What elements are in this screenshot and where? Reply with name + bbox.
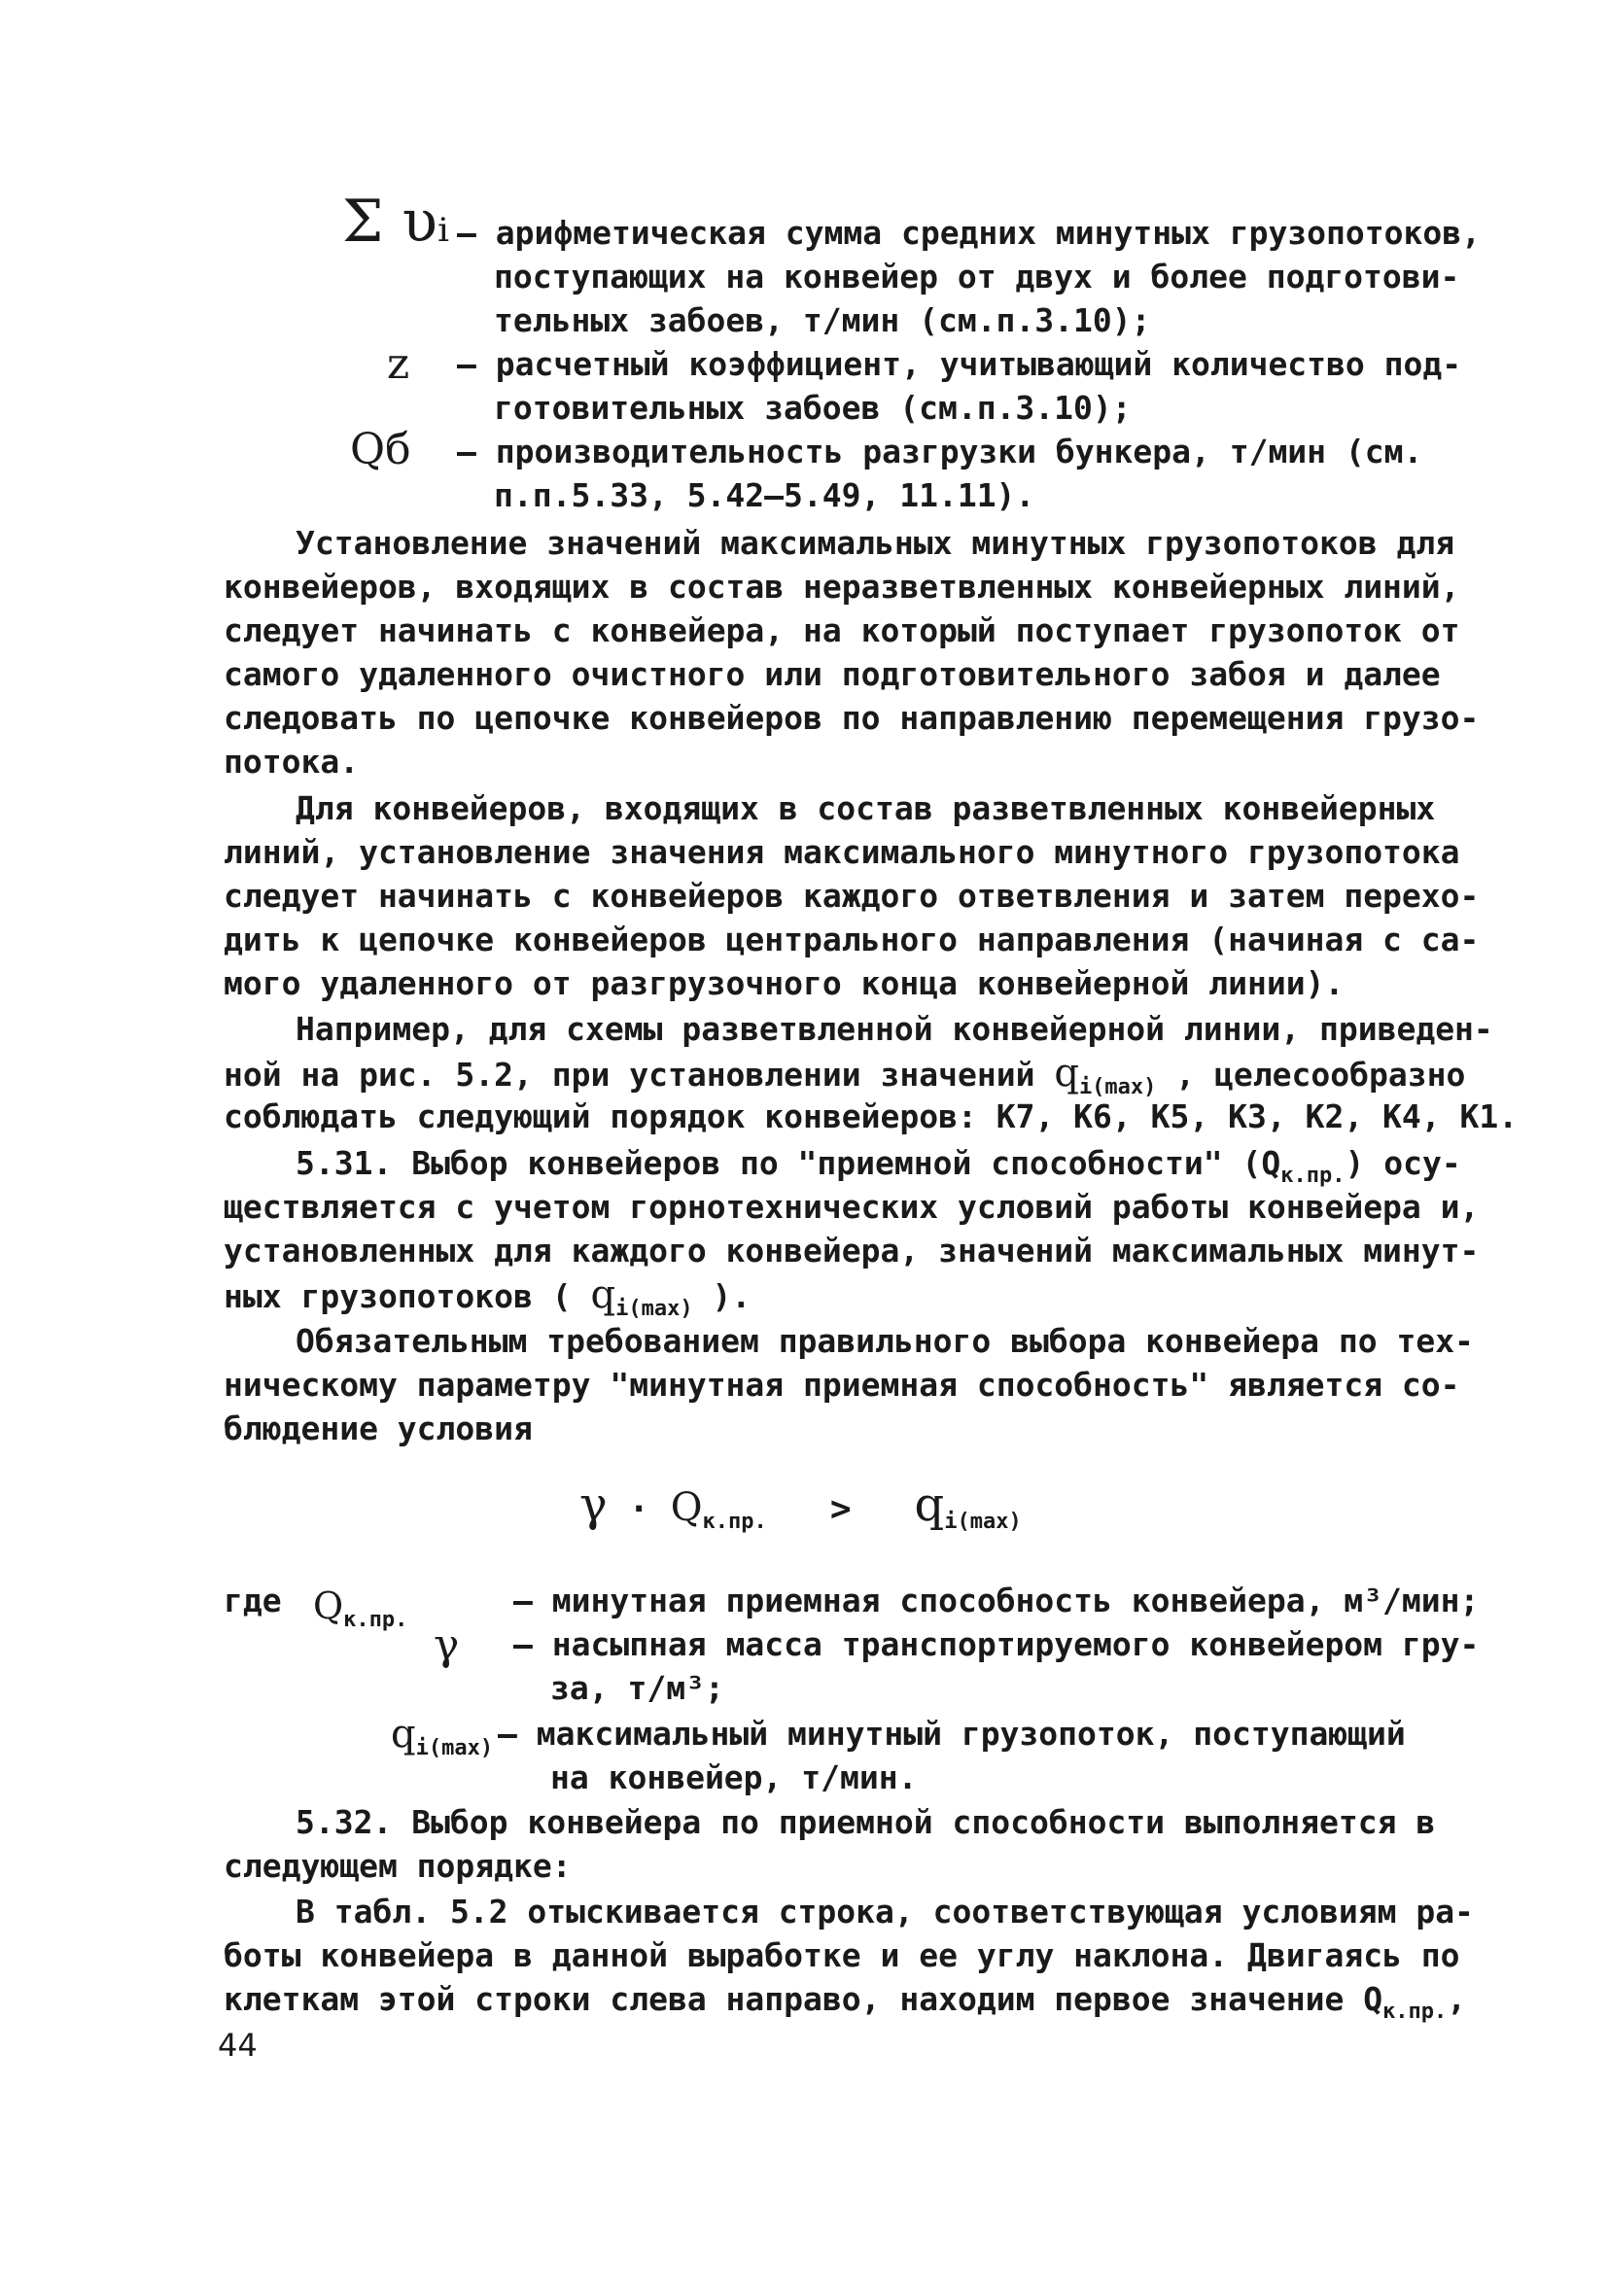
q-kp-symbol: Q — [313, 1584, 344, 1627]
q-max-subscript: i(max) — [615, 1297, 693, 1321]
q-max-subscript: i(max) — [1078, 1075, 1157, 1099]
def-line: – производительность разгрузки бункера, т/мин (см. — [457, 433, 1423, 470]
text-span: , целесообразно — [1175, 1056, 1466, 1094]
where-symbol — [313, 1584, 407, 1642]
para-line: конвейеров, входящих в состав неразветвленных конвейерных линий, — [224, 568, 1460, 606]
qb-symbol: Qб — [350, 425, 411, 474]
para-line: ществляется с учетом горнотехнических условий работы конвейера и, — [224, 1188, 1480, 1226]
text-span: клеткам этой строки слева направо, находим первое значение Q — [224, 1980, 1383, 2018]
para-line: ническому параметру "минутная приемная способность" является со- — [224, 1366, 1460, 1404]
def-line: п.п.5.33, 5.42–5.49, 11.11). — [494, 476, 1035, 514]
z-symbol: z — [387, 339, 410, 389]
gamma-symbol: γ — [579, 1478, 608, 1532]
where-label: где — [224, 1582, 282, 1619]
where-symbol — [391, 1713, 493, 1770]
para-line: Обязательным требованием правильного выбора конвейера по тех- — [296, 1322, 1474, 1360]
para-line — [224, 1978, 1466, 2034]
where-def-line: – насыпная масса транспортируемого конвейером гру- — [513, 1625, 1480, 1663]
def-line: поступающих на конвейер от двух и более подготови- — [494, 258, 1460, 296]
q-kp-symbol: Q — [670, 1485, 703, 1530]
para-line: линий, установление значения максимального минутного грузопотока — [224, 833, 1460, 871]
q-max-symbol: q — [590, 1272, 616, 1317]
q-max-symbol: q — [914, 1478, 945, 1532]
where-def-line: – максимальный минутный грузопоток, поступающий — [498, 1715, 1406, 1753]
para-line: мого удаленного от разгрузочного конца конвейерной линии). — [224, 964, 1345, 1002]
text-span: , — [1447, 1980, 1467, 2018]
para-line: блюдение условия — [224, 1409, 533, 1447]
q-max-subscript: i(max) — [415, 1736, 494, 1760]
para-line: следующем порядке: — [224, 1847, 572, 1885]
para-line: самого удаленного очистного или подготовительного забоя и далее — [224, 655, 1441, 693]
para-line: Например, для схемы разветвленной конвейерной линии, приведен- — [296, 1010, 1493, 1048]
dot-operator: · — [628, 1489, 650, 1529]
para-line: потока. — [224, 743, 360, 781]
para-line: Для конвейеров, входящих в состав разветвленных конвейерных — [296, 789, 1436, 827]
greater-than: > — [829, 1489, 852, 1529]
para-line: следовать по цепочке конвейеров по направлению перемещения грузо- — [224, 699, 1480, 737]
q-max-symbol: q — [391, 1712, 416, 1757]
text-span: 5.31. Выбор конвейеров по "приемной способности" (Q — [296, 1144, 1281, 1182]
text-span: ). — [712, 1277, 752, 1315]
text-span: ных грузопотоков ( — [224, 1277, 572, 1315]
qkp-subscript: к.пр. — [1280, 1164, 1346, 1188]
def-line: – расчетный коэффициент, учитывающий количество под- — [457, 345, 1462, 383]
def-line: – арифметическая сумма средних минутных грузопотоков, — [457, 214, 1481, 252]
para-line: соблюдать следующий порядок конвейеров: К7, К6, К5, К3, К2, К4, К1. — [224, 1097, 1519, 1135]
condition-formula — [579, 1478, 1022, 1534]
para-line: дить к цепочке конвейеров центрального направления (начиная с са- — [224, 921, 1480, 958]
where-def-line: на конвейер, т/мин. — [550, 1758, 918, 1796]
q-kp-subscript: к.пр. — [343, 1608, 408, 1632]
where-def-line: – минутная приемная способность конвейера, м³/мин; — [513, 1582, 1480, 1619]
qkp-subscript: к.пр. — [1382, 2000, 1448, 2024]
para-line: Установление значений максимальных минутных грузопотоков для — [296, 524, 1455, 562]
para-line: В табл. 5.2 отыскивается строка, соответствующая условиям ра- — [296, 1893, 1474, 1931]
para-line: установленных для каждого конвейера, значений максимальных минут- — [224, 1232, 1480, 1270]
q-kp-subscript: к.пр. — [702, 1510, 767, 1534]
sum-symbol: Σ υᵢ — [342, 188, 450, 256]
para-line: следует начинать с конвейера, на который поступает грузопоток от — [224, 611, 1460, 649]
def-line: тельных забоев, т/мин (см.п.3.10); — [494, 301, 1151, 339]
para-line: следует начинать с конвейеров каждого ответвления и затем перехо- — [224, 877, 1480, 915]
where-def-line: за, т/м³; — [550, 1669, 724, 1707]
para-line: 5.32. Выбор конвейера по приемной способности выполняется в — [296, 1803, 1436, 1841]
text-span: ной на рис. 5.2, при установлении значений — [224, 1056, 1035, 1094]
gamma-symbol: γ — [434, 1620, 460, 1670]
def-line: готовительных забоев (см.п.3.10); — [494, 389, 1132, 427]
q-max-subscript: i(max) — [944, 1510, 1022, 1534]
text-span: ) осу- — [1345, 1144, 1461, 1182]
page-number: 44 — [218, 2027, 258, 2064]
para-line: боты конвейера в данной выработке и ее углу наклона. Двигаясь по — [224, 1936, 1460, 1974]
q-max-symbol: q — [1054, 1051, 1079, 1096]
